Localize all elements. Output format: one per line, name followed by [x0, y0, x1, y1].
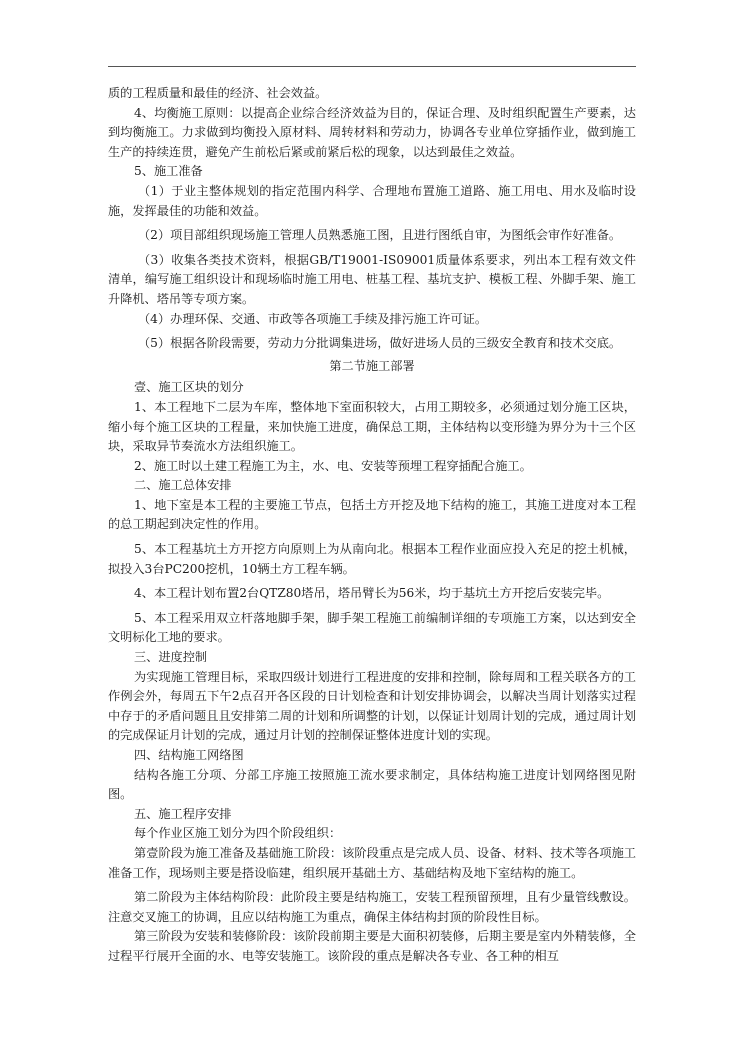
paragraph: 质的工程质量和最佳的经济、社会效益。 — [108, 86, 328, 100]
section-title: 第二节施工部署 — [329, 358, 415, 373]
paragraph: 2、施工时以土建工程施工为主，水、电、安装等预埋工程穿插配合施工。 — [134, 458, 532, 473]
section-heading: 二、施工总体安排 — [134, 478, 232, 493]
paragraph: （2）项目部组织现场施工管理人员熟悉施工图，且进行图纸自审，为图纸会审作好准备。 — [138, 228, 622, 243]
paragraph: 每个作业区施工划分为四个阶段组织： — [134, 826, 342, 841]
paragraph: 为实现施工管理目标，采取四级计划进行工程进度的安排和控制，除每周和工程关联各方的工作例会外，每周五下午2点召开各区段的日计划检查和计划安排协调会，以解决当周计划落实过程中存于的矛盾问题且且安排第二周的计划和所调整的计划，以保证计划周计划的完成，通过周计划的完成保证月计划的完成，通过月计划的控制保证整体进度计划的实现。 — [108, 669, 636, 743]
paragraph: 第二阶段为主体结构阶段：此阶段主要是结构施工，安装工程预留预埋，且有少量管线敷设。注意交叉施工的协调，且应以结构施工为重点，确保主体结构封顶的阶段性目标。 — [108, 890, 636, 924]
section-heading: 五、施工程序安排 — [134, 806, 232, 821]
section-heading: 四、结构施工网络图 — [134, 748, 244, 762]
paragraph: 结构各施工分项、分部工序施工按照施工流水要求制定，具体结构施工进度计划网络图见附图。 — [108, 767, 636, 802]
paragraph: （5）根据各阶段需要，劳动力分批调集进场，做好进场人员的三级安全教育和技术交底。 — [138, 336, 622, 351]
body-text — [108, 84, 636, 967]
paragraph: （4）办理环保、交通、市政等各项施工手续及排污施工许可证。 — [138, 311, 488, 326]
paragraph: （1）于业主整体规划的指定范围内科学、合理地布置施工道路、施工用电、用水及临时设施，发挥最佳的功能和效益。 — [108, 183, 636, 218]
paragraph: 5、本工程基坑土方开挖方向原则上为从南向北。根据本工程作业面应投入充足的挖土机械，拟投入3台PC200挖机，10辆土方工程车辆。 — [108, 542, 636, 576]
paragraph: 1、地下室是本工程的主要施工节点，包括土方开挖及地下结构的施工，其施工进度对本工程的总工期起到决定性的作用。 — [108, 497, 636, 532]
paragraph: 4、本工程计划布置2台QTZ80塔吊，塔吊臂长为56米，均于基坑土方开挖后安装完毕。 — [134, 586, 610, 601]
paragraph: （3）收集各类技术资料，根据GB/T19001-IS09001质量体系要求，列出本工程有效文件清单，编写施工组织设计和现场临时施工用电、桩基工程、基坑支护、模板工程、外脚手架、施工升降机、塔吊等专项方案。 — [108, 252, 636, 306]
section-heading: 5、施工准备 — [134, 164, 203, 179]
paragraph: 第三阶段为安装和装修阶段：该阶段前期主要是大面积初装修，后期主要是室内外精装修，全过程平行展开全面的水、电等安装施工。该阶段的重点是解决各专业、各工种的相互 — [108, 929, 636, 963]
header-rule — [108, 66, 636, 67]
paragraph: 第壹阶段为施工准备及基础施工阶段：该阶段重点是完成人员、设备、材料、技术等各项施工准备工作，现场则主要是搭设临建，组织展开基础土方、基础结构及地下室结构的施工。 — [108, 845, 636, 880]
paragraph: 5、本工程采用双立杆落地脚手架，脚手架工程施工前编制详细的专项施工方案，以达到安全文明标化工地的要求。 — [108, 610, 636, 645]
paragraph: 4、均衡施工原则：以提高企业综合经济效益为目的，保证合理、及时组织配置生产要素，达到均衡施工。力求做到均衡投入原材料、周转材料和劳动力，协调各专业单位穿插作业，做到施工生产的持续连贯，避免产生前松后紧或前紧后松的现象，以达到最佳之效益。 — [108, 105, 636, 159]
paragraph: 1、本工程地下二层为车库，整体地下室面积较大，占用工期较多，必须通过划分施工区块，缩小每个施工区块的工程量，来加快施工进度，确保总工期，主体结构以变形缝为界分为十三个区块，采取异节奏流水方法组织施工。 — [108, 399, 636, 454]
section-heading: 三、进度控制 — [134, 650, 208, 665]
section-heading: 壹、施工区块的划分 — [134, 380, 244, 395]
